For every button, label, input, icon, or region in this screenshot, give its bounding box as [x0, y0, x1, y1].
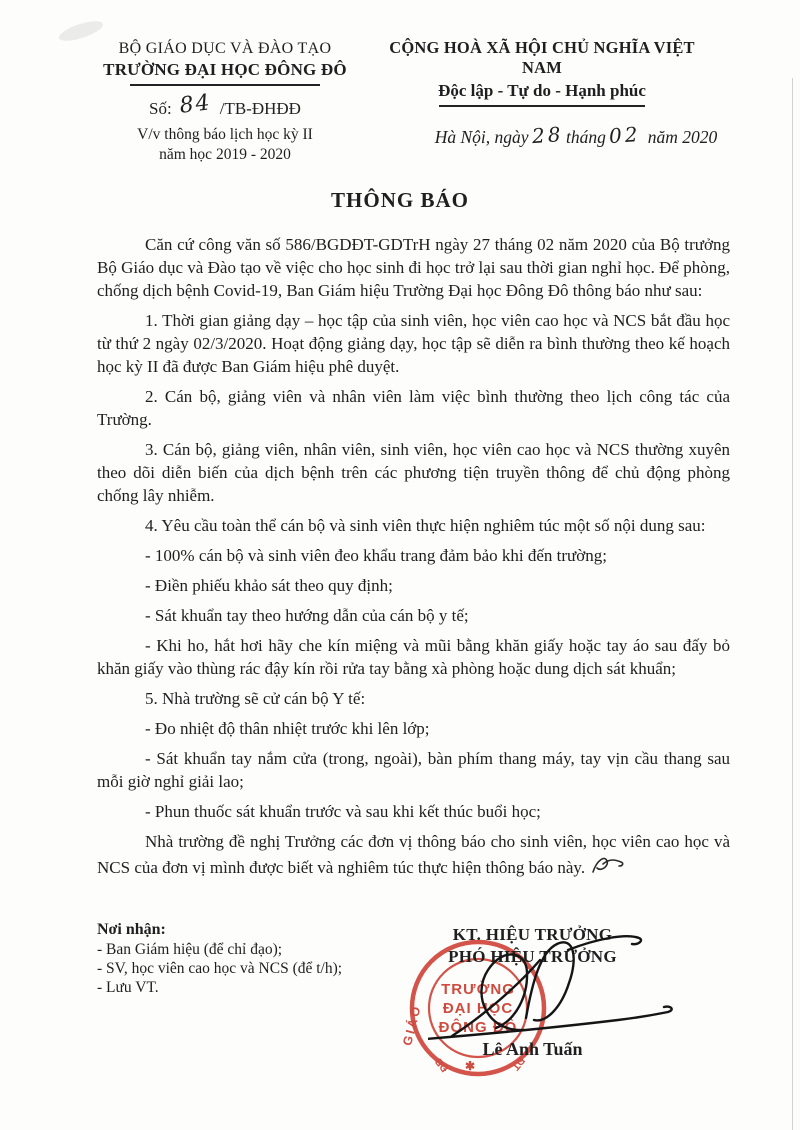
closing-text: Nhà trường đề nghị Trưởng các đơn vị thông báo cho sinh viên, học viên cao học và NCS của đơn vị mình được biết và nghiêm túc thực hiện thông báo này. [97, 832, 730, 877]
recipient-item-1: - Ban Giám hiệu (để chỉ đạo); [97, 941, 283, 958]
signature-left-loop [481, 954, 527, 1030]
signature-top-flourish [568, 936, 641, 950]
stamp-center-line-1: TRƯỜNG [441, 981, 515, 998]
recipient-item-3: - Lưu VT. [97, 979, 159, 996]
stamp-center-line-3: ĐÔNG ĐÔ [438, 1019, 518, 1036]
paragraph-intro: Căn cứ công văn số 586/BGDĐT-GDTrH ngày 27 tháng 02 năm 2020 của Bộ trưởng Bộ Giáo dục và Đào tạo về việc cho học sinh đi học trở lại sau thời gian nghỉ học. Để phòng, chống dịch bệnh Covid-19, Ban Giám hiệu Trường Đại học Đông Đô thông báo như sau: [97, 235, 730, 300]
bullet-hand-sanitize: - Sát khuẩn tay theo hướng dẫn của cán bộ y tế; [145, 606, 469, 625]
stamp-ring-text-bottom-right: ĐT [509, 1054, 527, 1073]
stamp-star-icon: ✱ [464, 1059, 476, 1073]
signer-role-line-2: PHÓ HIỆU TRƯỞNG [448, 947, 617, 966]
document-body [97, 233, 730, 886]
stamp-center-line-2: ĐẠI HỌC [442, 1000, 514, 1017]
bullet-masks: - 100% cán bộ và sinh viên đeo khẩu trang đảm bảo khi đến trường; [145, 546, 607, 565]
number-suffix: /TB-ĐHĐĐ [219, 99, 301, 118]
subject-line-1: V/v thông báo lịch học kỳ II [137, 126, 313, 143]
header-left-block [60, 40, 390, 165]
ministry-name: BỘ GIÁO DỤC VÀ ĐÀO TẠO [118, 40, 332, 57]
paragraph-item-1: 1. Thời gian giảng dạy – học tập của sinh viên, học viên cao học và NCS bắt đầu học từ thứ 2 ngày 02/3/2020. Hoạt động giảng dạy, học tập sẽ diễn ra bình thường theo kế hoạch học kỳ II đã được Ban Giám hiệu phê duyệt. [97, 311, 730, 376]
subject-line-2: năm học 2019 - 2020 [159, 146, 291, 163]
signer-name: Lê Anh Tuấn [482, 1039, 583, 1059]
signature-right-loop [526, 942, 574, 1020]
recipient-item-2: - SV, học viên cao học và NCS (để t/h); [97, 960, 343, 977]
header-right-underline [439, 105, 645, 107]
paragraph-item-5: 5. Nhà trường sẽ cử cán bộ Y tế: [145, 689, 366, 708]
recipients-block [97, 921, 342, 997]
bullet-temperature: - Đo nhiệt độ thân nhiệt trước khi lên lớp; [145, 719, 430, 738]
paragraph-item-2: 2. Cán bộ, giảng viên và nhân viên làm việc bình thường theo lịch công tác của Trường. [97, 387, 730, 429]
handwritten-signature [428, 926, 743, 1044]
bullet-spray: - Phun thuốc sát khuẩn trước và sau khi kết thúc buổi học; [145, 802, 541, 821]
scan-page-edge [792, 78, 793, 1130]
stamp-ring-text-bottom-left: ĐB [433, 1055, 451, 1074]
handwritten-month: 02 [608, 121, 642, 149]
school-name: TRƯỜNG ĐẠI HỌC ĐÔNG ĐÔ [103, 60, 347, 79]
bullet-survey: - Điền phiếu khảo sát theo quy định; [145, 576, 393, 595]
date-suffix: năm 2020 [647, 127, 718, 147]
number-label: Số: [149, 99, 172, 118]
header-left-underline [130, 84, 320, 86]
bullet-cough-etiquette: - Khi ho, hắt hơi hãy che kín miệng và mũi bằng khăn giấy hoặc tay áo sau đấy bỏ khăn giấy vào thùng rác đậy kín rồi rửa tay bằng xà phòng hoặc dung dịch sát khuẩn; [97, 636, 730, 678]
paragraph-item-3: 3. Cán bộ, giảng viên, nhân viên, sinh viên, học viên cao học và NCS thường xuyên theo dõi diễn biến của dịch bệnh trên các phương tiện truyền thông để chủ động phòng chống lây nhiễm. [97, 440, 730, 505]
date-middle: tháng [566, 127, 606, 147]
paragraph-item-4: 4. Yêu cầu toàn thể cán bộ và sinh viên thực hiện nghiêm túc một số nội dung sau: [145, 516, 706, 535]
stamp-ring-text-left: GIÁO [400, 1002, 424, 1048]
handwritten-initials-icon [589, 853, 627, 877]
national-motto: Độc lập - Tự do - Hạnh phúc [438, 81, 646, 100]
signature-under-flourish [428, 1007, 672, 1040]
handwritten-day: 28 [530, 121, 564, 149]
signer-role-line-1: KT. HIỆU TRƯỞNG [452, 925, 613, 944]
bullet-disinfect-surfaces: - Sát khuẩn tay nắm cửa (trong, ngoài), bàn phím thang máy, tay vịn cầu thang sau mỗi giờ nghỉ giải lao; [97, 749, 730, 791]
place-date-line [406, 121, 746, 149]
page-title: THÔNG BÁO [331, 188, 469, 212]
paragraph-closing [97, 830, 730, 879]
document-number [60, 90, 390, 120]
recipients-label: Nơi nhận: [97, 921, 166, 938]
date-prefix: Hà Nội, ngày [434, 127, 529, 147]
handwritten-number: 84 [177, 90, 213, 119]
header-right-block [372, 38, 718, 149]
country-motto-title: CỘNG HOÀ XÃ HỘI CHỦ NGHĨA VIỆT NAM [389, 38, 695, 77]
